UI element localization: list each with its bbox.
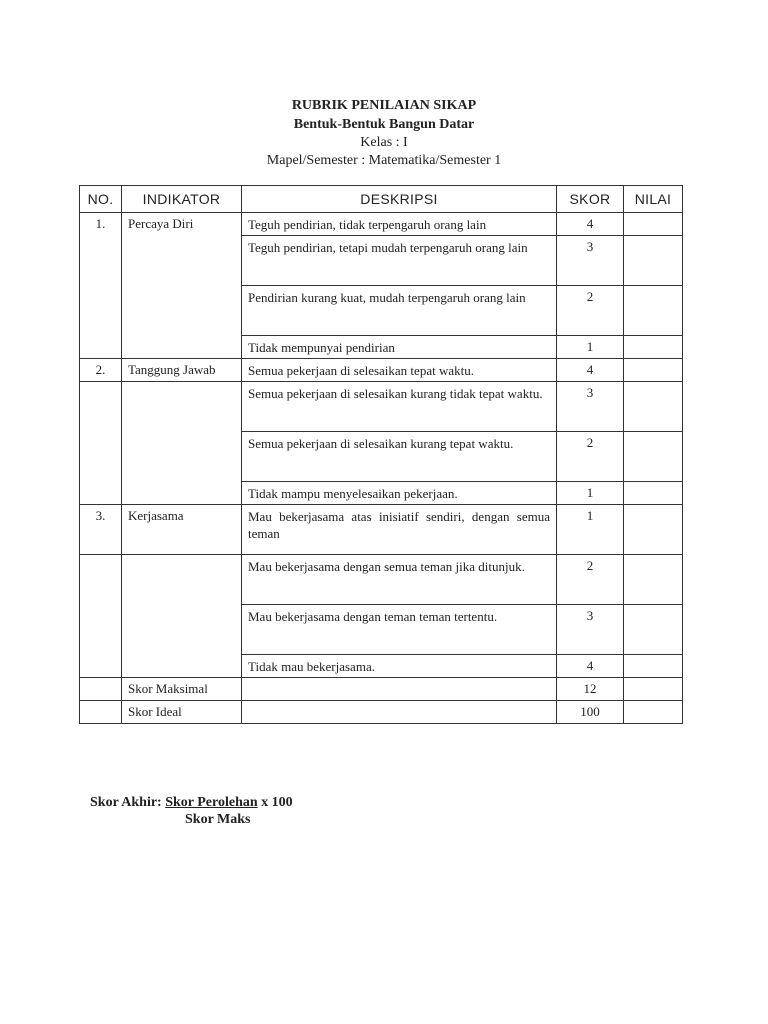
grade-cell — [624, 482, 683, 505]
description-cell: Mau bekerjasama atas inisiatif sendiri, dengan semua teman — [242, 505, 557, 555]
indicator-cell-empty — [122, 382, 242, 505]
summary-label: Skor Ideal — [122, 701, 242, 724]
page-subtitle: Bentuk-Bentuk Bangun Datar — [293, 117, 475, 132]
description-cell-empty — [242, 701, 557, 724]
table-row — [80, 213, 683, 236]
description-cell: Teguh pendirian, tidak terpengaruh orang lain — [242, 213, 557, 236]
grade-cell — [624, 336, 683, 359]
page-title: RUBRIK PENILAIAN SIKAP — [291, 98, 477, 113]
table-row — [80, 555, 683, 605]
score-cell: 1 — [557, 505, 624, 555]
header-deskripsi: DESKRIPSI — [242, 186, 557, 213]
score-cell: 1 — [557, 336, 624, 359]
table-row — [80, 359, 683, 382]
score-cell: 4 — [557, 359, 624, 382]
grade-cell — [624, 213, 683, 236]
grade-cell — [624, 382, 683, 432]
grade-cell — [624, 286, 683, 336]
row-number-empty — [80, 678, 122, 701]
summary-row-max — [80, 678, 683, 701]
description-cell: Mau bekerjasama dengan semua teman jika ditunjuk. — [242, 555, 557, 605]
table-header-row — [80, 186, 683, 213]
grade-cell — [624, 236, 683, 286]
description-cell: Tidak mempunyai pendirian — [242, 336, 557, 359]
indicator-cell-empty — [122, 555, 242, 678]
score-cell: 2 — [557, 286, 624, 336]
description-cell: Tidak mau bekerjasama. — [242, 655, 557, 678]
description-cell: Mau bekerjasama dengan teman teman tertentu. — [242, 605, 557, 655]
score-cell: 3 — [557, 236, 624, 286]
grade-cell — [624, 701, 683, 724]
header-no: NO. — [80, 186, 122, 213]
row-number-empty — [80, 382, 122, 505]
subject-semester-label: Mapel/Semester : Matematika/Semester 1 — [266, 153, 502, 168]
indicator-cell: Percaya Diri — [122, 213, 242, 359]
summary-score: 12 — [557, 678, 624, 701]
formula-multiplier: x 100 — [261, 795, 293, 810]
description-cell: Semua pekerjaan di selesaikan kurang tidak tepat waktu. — [242, 382, 557, 432]
description-cell: Semua pekerjaan di selesaikan tepat waktu. — [242, 359, 557, 382]
grade-cell — [624, 655, 683, 678]
header-indikator: INDIKATOR — [122, 186, 242, 213]
score-cell: 3 — [557, 382, 624, 432]
row-number: 2. — [80, 359, 122, 382]
score-cell: 2 — [557, 555, 624, 605]
score-cell: 4 — [557, 213, 624, 236]
table-row — [80, 382, 683, 432]
summary-score: 100 — [557, 701, 624, 724]
summary-row-ideal — [80, 701, 683, 724]
formula-denominator: Skor Maks — [185, 812, 251, 827]
final-score-formula — [90, 794, 293, 811]
score-cell: 3 — [557, 605, 624, 655]
score-cell: 2 — [557, 432, 624, 482]
description-cell-empty — [242, 678, 557, 701]
grade-cell — [624, 678, 683, 701]
score-cell: 1 — [557, 482, 624, 505]
grade-cell — [624, 359, 683, 382]
indicator-cell: Kerjasama — [122, 505, 242, 555]
description-cell: Tidak mampu menyelesaikan pekerjaan. — [242, 482, 557, 505]
grade-cell — [624, 505, 683, 555]
row-number-empty — [80, 701, 122, 724]
summary-label: Skor Maksimal — [122, 678, 242, 701]
table-row — [80, 505, 683, 555]
final-score-label: Skor Akhir: — [90, 795, 162, 810]
formula-numerator: Skor Perolehan — [165, 795, 258, 810]
indicator-cell: Tanggung Jawab — [122, 359, 242, 382]
attitude-rubric-table — [79, 185, 683, 724]
grade-cell — [624, 432, 683, 482]
description-cell: Pendirian kurang kuat, mudah terpengaruh orang lain — [242, 286, 557, 336]
row-number-empty — [80, 555, 122, 678]
header-nilai: NILAI — [624, 186, 683, 213]
row-number: 3. — [80, 505, 122, 555]
grade-cell — [624, 605, 683, 655]
description-cell: Teguh pendirian, tetapi mudah terpengaruh orang lain — [242, 236, 557, 286]
description-cell: Semua pekerjaan di selesaikan kurang tepat waktu. — [242, 432, 557, 482]
class-label: Kelas : I — [360, 135, 408, 150]
header-skor: SKOR — [557, 186, 624, 213]
score-cell: 4 — [557, 655, 624, 678]
row-number: 1. — [80, 213, 122, 359]
grade-cell — [624, 555, 683, 605]
